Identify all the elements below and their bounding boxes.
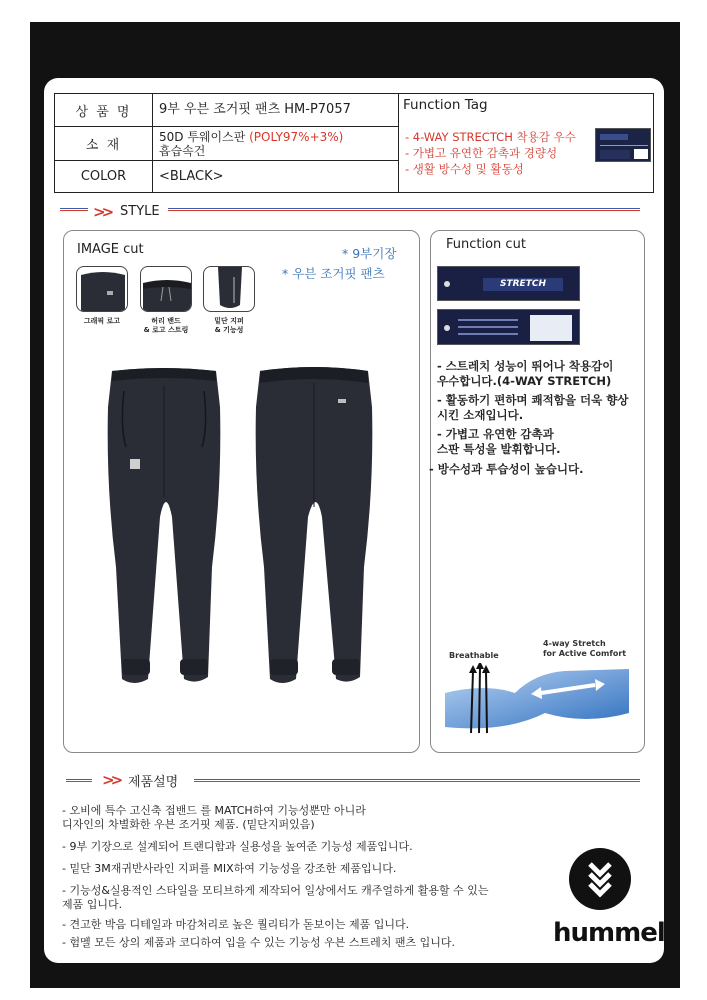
function-desc-line: - 스트레치 성능이 뛰어나 착용감이	[437, 359, 614, 373]
function-tag-image	[595, 128, 651, 162]
function-cut-box	[430, 230, 645, 753]
spec-name-label: 상 품 명	[55, 94, 153, 126]
spec-color-label: COLOR	[55, 161, 153, 192]
tag-line	[600, 145, 648, 146]
stretch-diagram	[445, 663, 630, 735]
thumb-caption: 밑단 지퍼 & 기능성	[214, 317, 244, 334]
stretch-label: 4-way Stretch for Active Comfort	[543, 639, 627, 658]
spec-row-name	[55, 94, 398, 127]
length-note: * 9부기장	[342, 246, 397, 261]
function-tag-line: - 4-WAY STRECTCH 착용감 우수	[405, 130, 576, 144]
tag-illustration	[530, 315, 572, 341]
stretch-tag-label: STRETCH	[483, 278, 563, 291]
stretch-tag-image	[437, 266, 580, 301]
thumb-graphic-logo	[76, 266, 128, 312]
thumb-hem-zipper	[203, 266, 255, 312]
tag-block	[600, 150, 630, 159]
image-cut-box	[63, 230, 420, 753]
section-rule	[60, 208, 88, 211]
function-tag-line: - 생활 방수성 및 활동성	[405, 162, 524, 176]
function-desc-line: 스판 특성을 발휘합니다.	[437, 442, 561, 456]
desc-line: 디자인의 차별화한 우븐 조거핏 제품. (밑단지퍼있음)	[62, 818, 315, 831]
tag-text-line	[458, 333, 518, 335]
function-desc-line: - 활동하기 편하며 쾌적함을 더욱 향상	[437, 393, 629, 407]
desc-line: - 험멜 모든 상의 제품과 코디하여 입을 수 있는 기능성 우븐 스트레치 팬츠 입니다.	[62, 936, 455, 949]
function-tag-title: Function Tag	[403, 97, 488, 113]
tag-text-line	[458, 319, 518, 321]
spec-material-value: 50D 투웨이스판 (POLY97%+3%) 흡습속건	[159, 129, 344, 158]
thumb-caption: 허리 밴드 & 로고 스트링	[143, 317, 189, 334]
function-desc-line: - 방수성과 투습성이 높습니다.	[429, 462, 584, 476]
double-chevron-icon: >>	[102, 771, 120, 789]
section-rule	[168, 208, 640, 211]
section-rule	[66, 779, 92, 782]
desc-line: 제품 입니다.	[62, 898, 123, 911]
function-tag-line: - 가볍고 유연한 감촉과 경량성	[405, 146, 558, 160]
function-desc-line: 시킨 소재입니다.	[437, 408, 524, 422]
spec-name-value: 9부 우븐 조거핏 팬츠 HM-P7057	[159, 102, 351, 117]
desc-section-title: 제품설명	[128, 775, 179, 790]
tag-stripe	[600, 134, 628, 140]
spec-table	[54, 93, 654, 193]
function-desc-line: - 가볍고 유연한 감촉과	[437, 427, 554, 441]
spec-color-value: <BLACK>	[159, 168, 224, 184]
thumb-caption: 그래픽 로고	[83, 317, 121, 325]
spec-row-color	[55, 161, 398, 192]
breathable-label: Breathable	[449, 651, 499, 660]
tag-text-line	[458, 326, 518, 328]
spec-material-label: 소 재	[55, 127, 153, 160]
spec-divider	[398, 94, 399, 192]
pants-front-image	[104, 367, 224, 689]
desc-line: - 밑단 3M재귀반사라인 지퍼를 MIX하여 기능성을 강조한 제품입니다.	[62, 862, 397, 875]
desc-line: - 9부 기장으로 설계되어 트랜디함과 실용성을 높여준 기능성 제품입니다.	[62, 840, 413, 853]
image-cut-title: IMAGE cut	[77, 242, 144, 257]
stretch-tag-back-image	[437, 309, 580, 345]
tag-label	[634, 149, 648, 159]
desc-line: - 견고한 박음 디테일과 마감처리로 높은 퀄리티가 돋보이는 제품 입니다.	[62, 918, 410, 931]
desc-line: - 기능성&실용적인 스타일을 모티브하게 제작되어 일상에서도 캐주얼하게 활용할 수 있는	[62, 884, 489, 897]
hummel-logo-icon	[569, 848, 631, 910]
tag-hole	[444, 325, 450, 331]
function-desc-line: 우수합니다.(4-WAY STRETCH)	[437, 374, 612, 388]
style-section-title: STYLE	[120, 204, 160, 219]
pants-back-image	[254, 367, 374, 689]
tag-hole	[444, 281, 450, 287]
thumb-waistband	[140, 266, 192, 312]
spec-row-material	[55, 127, 398, 161]
fit-note: * 우븐 조거핏 팬츠	[282, 266, 385, 281]
function-cut-title: Function cut	[446, 237, 526, 252]
product-sheet	[44, 78, 664, 963]
section-rule	[194, 779, 640, 782]
double-chevron-icon: >>	[93, 203, 111, 221]
hummel-wordmark: hummel	[553, 918, 665, 948]
desc-line: - 오비에 특수 고신축 접밴드 를 MATCH하여 기능성뿐만 아니라	[62, 804, 366, 817]
